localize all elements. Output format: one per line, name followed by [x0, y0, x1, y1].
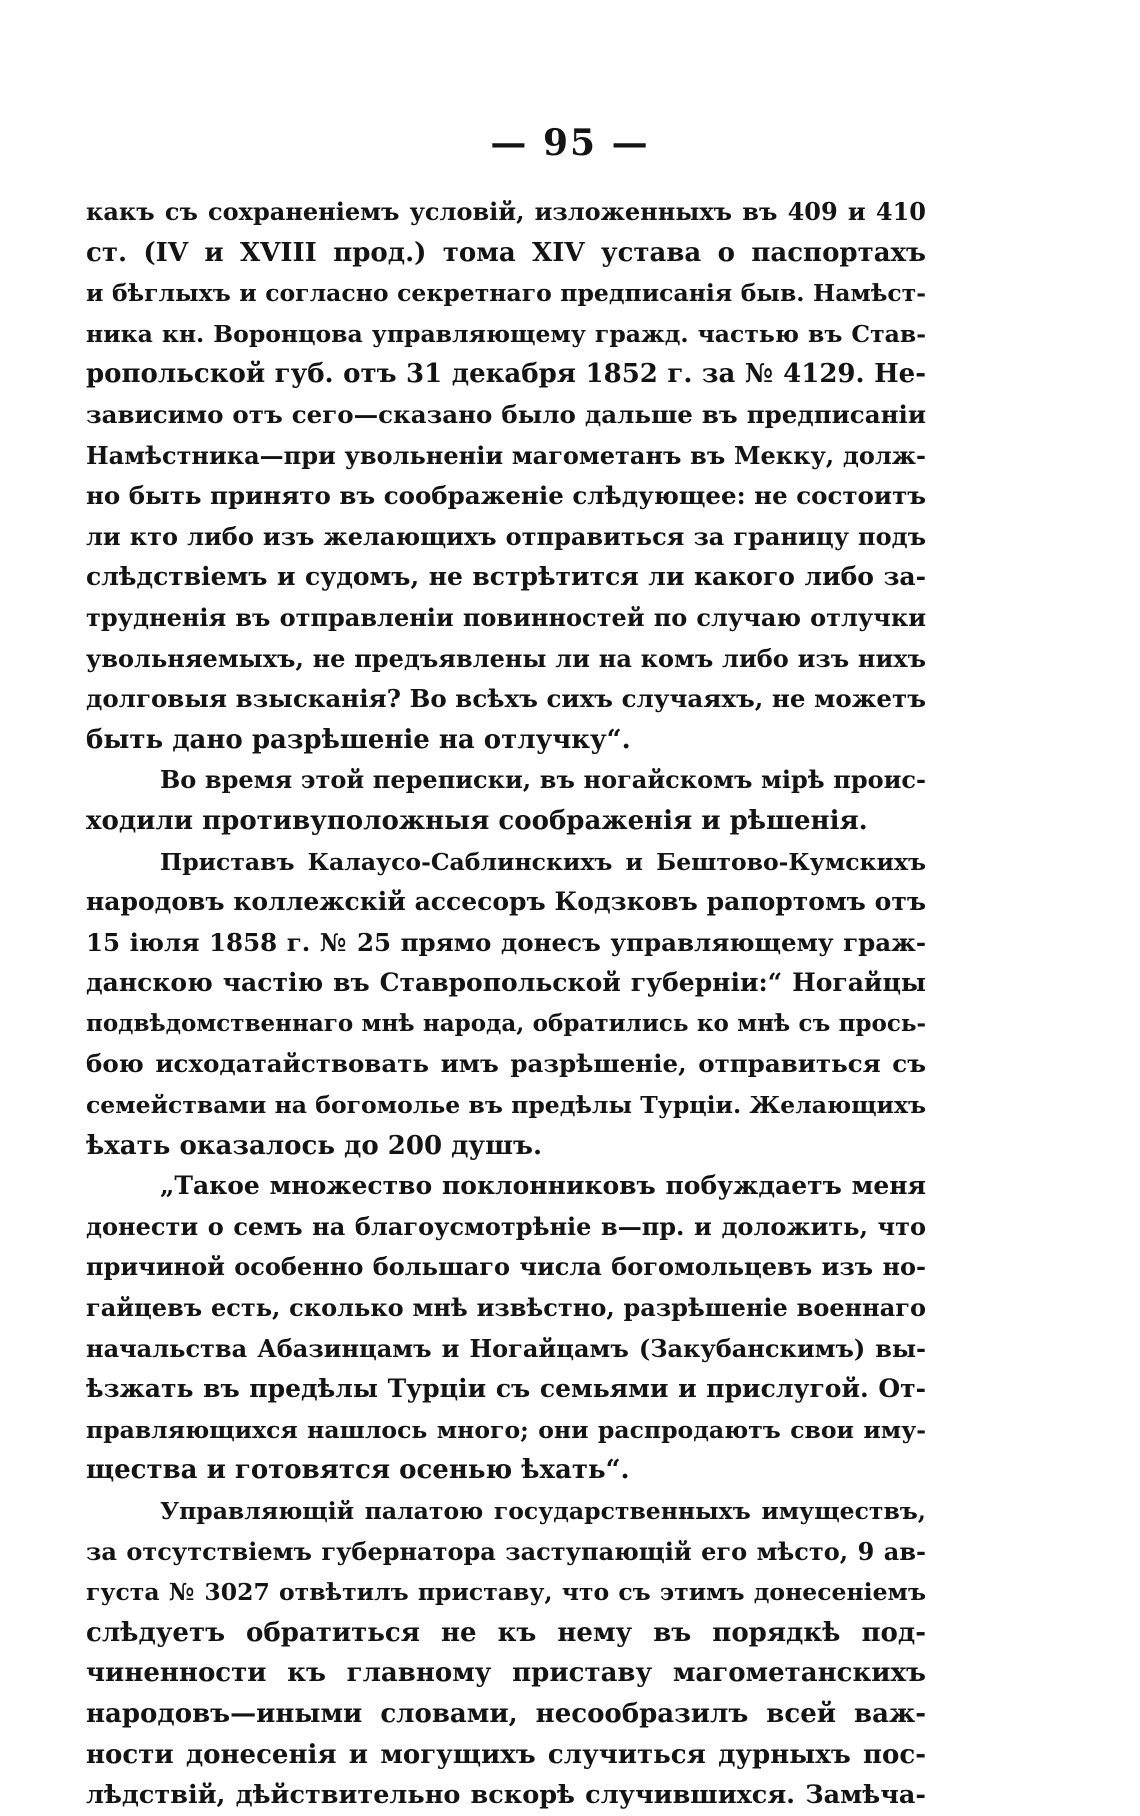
text-line: Во время этой переписки, въ ногайскомъ мірѣ проис-	[160, 765, 926, 795]
text-line: причиной особенно большаго числа богомольцевъ изъ но-	[86, 1252, 926, 1282]
text-line: щества и готовятся осенью ѣхать“.	[86, 1455, 630, 1486]
text-line: за отсутствіемъ губернатора заступающій его мѣсто, 9 ав-	[86, 1536, 926, 1566]
text-line: трудненія въ отправленіи повинностей по случаю отлучки	[86, 602, 926, 632]
text-line: данскою частію въ Ставропольской губерніи:“ Ногайцы	[86, 968, 926, 998]
text-line: Управляющій палатою государственныхъ имуществъ,	[160, 1497, 926, 1525]
page-number: — 95 —	[490, 122, 650, 164]
text-line: ѣзжать въ предѣлы Турціи съ семьями и прислугой. От-	[86, 1374, 926, 1404]
text-line: „Такое множество поклонниковъ побуждаетъ меня	[160, 1171, 926, 1201]
text-line: народовъ коллежскій ассесоръ Кодзковъ рапортомъ отъ	[86, 887, 926, 917]
text-line: чиненности къ главному приставу магометанскихъ	[86, 1658, 926, 1689]
text-line: слѣдуетъ обратиться не къ нему въ порядкѣ под-	[86, 1617, 926, 1648]
text-line: зависимо отъ сего—сказано было дальше въ предписаніи	[86, 399, 926, 429]
text-line: какъ съ сохраненіемъ условій, изложенныхъ въ 409 и 410	[86, 197, 926, 226]
body-text	[86, 192, 926, 1816]
text-line: густа № 3027 отвѣтилъ приставу, что съ этимъ донесеніемъ	[86, 1578, 926, 1607]
text-line: слѣдствіемъ и судомъ, не встрѣтится ли какого либо за-	[86, 562, 926, 592]
text-line: начальства Абазинцамъ и Ногайцамъ (Закубанскимъ) вы-	[86, 1333, 926, 1363]
text-line: донести о семъ на благоусмотрѣніе в—пр. и доложить, что	[86, 1211, 926, 1241]
text-line: Намѣстника—при увольненіи магометанъ въ Мекку, долж-	[86, 440, 926, 470]
text-line: но быть принято въ соображеніе слѣдующее: не состоитъ	[86, 481, 926, 511]
text-line: народовъ—иными словами, несообразилъ всей важ-	[86, 1698, 926, 1729]
text-line: ли кто либо изъ желающихъ отправиться за границу подъ	[86, 521, 926, 551]
text-line: семействами на богомолье въ предѣлы Турціи. Желающихъ	[86, 1091, 926, 1120]
text-line: лѣдствій, дѣйствительно вскорѣ случившихся. Замѣча-	[86, 1780, 926, 1811]
text-line: гайцевъ есть, сколько мнѣ извѣстно, разрѣшеніе военнаго	[86, 1293, 926, 1323]
text-line: ника кн. Воронцова управляющему гражд. частью въ Став-	[86, 319, 926, 348]
text-line: и бѣглыхъ и согласно секретнаго предписанія быв. Намѣст-	[86, 279, 926, 308]
text-line: подвѣдомственнаго мнѣ народа, обратились ко мнѣ съ прось-	[86, 1009, 926, 1037]
text-line: бою исходатайствовать имъ разрѣшеніе, отправиться съ	[86, 1049, 926, 1079]
text-line: увольняемыхъ, не предъявлены ли на комъ либо изъ нихъ	[86, 643, 926, 673]
text-line: ности донесенія и могущихъ случиться дурныхъ пос-	[86, 1739, 926, 1770]
text-line: ѣхать оказалось до 200 душъ.	[86, 1130, 543, 1161]
text-line: долговыя взысканія? Во всѣхъ сихъ случаяхъ, не можетъ	[86, 684, 926, 714]
text-line: правляющихся нашлось много; они распродаютъ свои иму-	[86, 1415, 926, 1444]
text-line: 15 іюля 1858 г. № 25 прямо донесъ управляющему граж-	[86, 927, 926, 957]
text-line: быть дано разрѣшеніе на отлучку“.	[86, 724, 631, 755]
text-line: ропольской губ. отъ 31 декабря 1852 г. за № 4129. Не-	[86, 359, 926, 390]
text-line: ходили противуположныя соображенія и рѣшенія.	[86, 805, 868, 836]
text-line: ст. (IV и XVIII прод.) тома XIV устава о паспортахъ	[86, 237, 926, 268]
text-line: Приставъ Калаусо-Саблинскихъ и Бештово-Кумскихъ	[160, 847, 926, 876]
